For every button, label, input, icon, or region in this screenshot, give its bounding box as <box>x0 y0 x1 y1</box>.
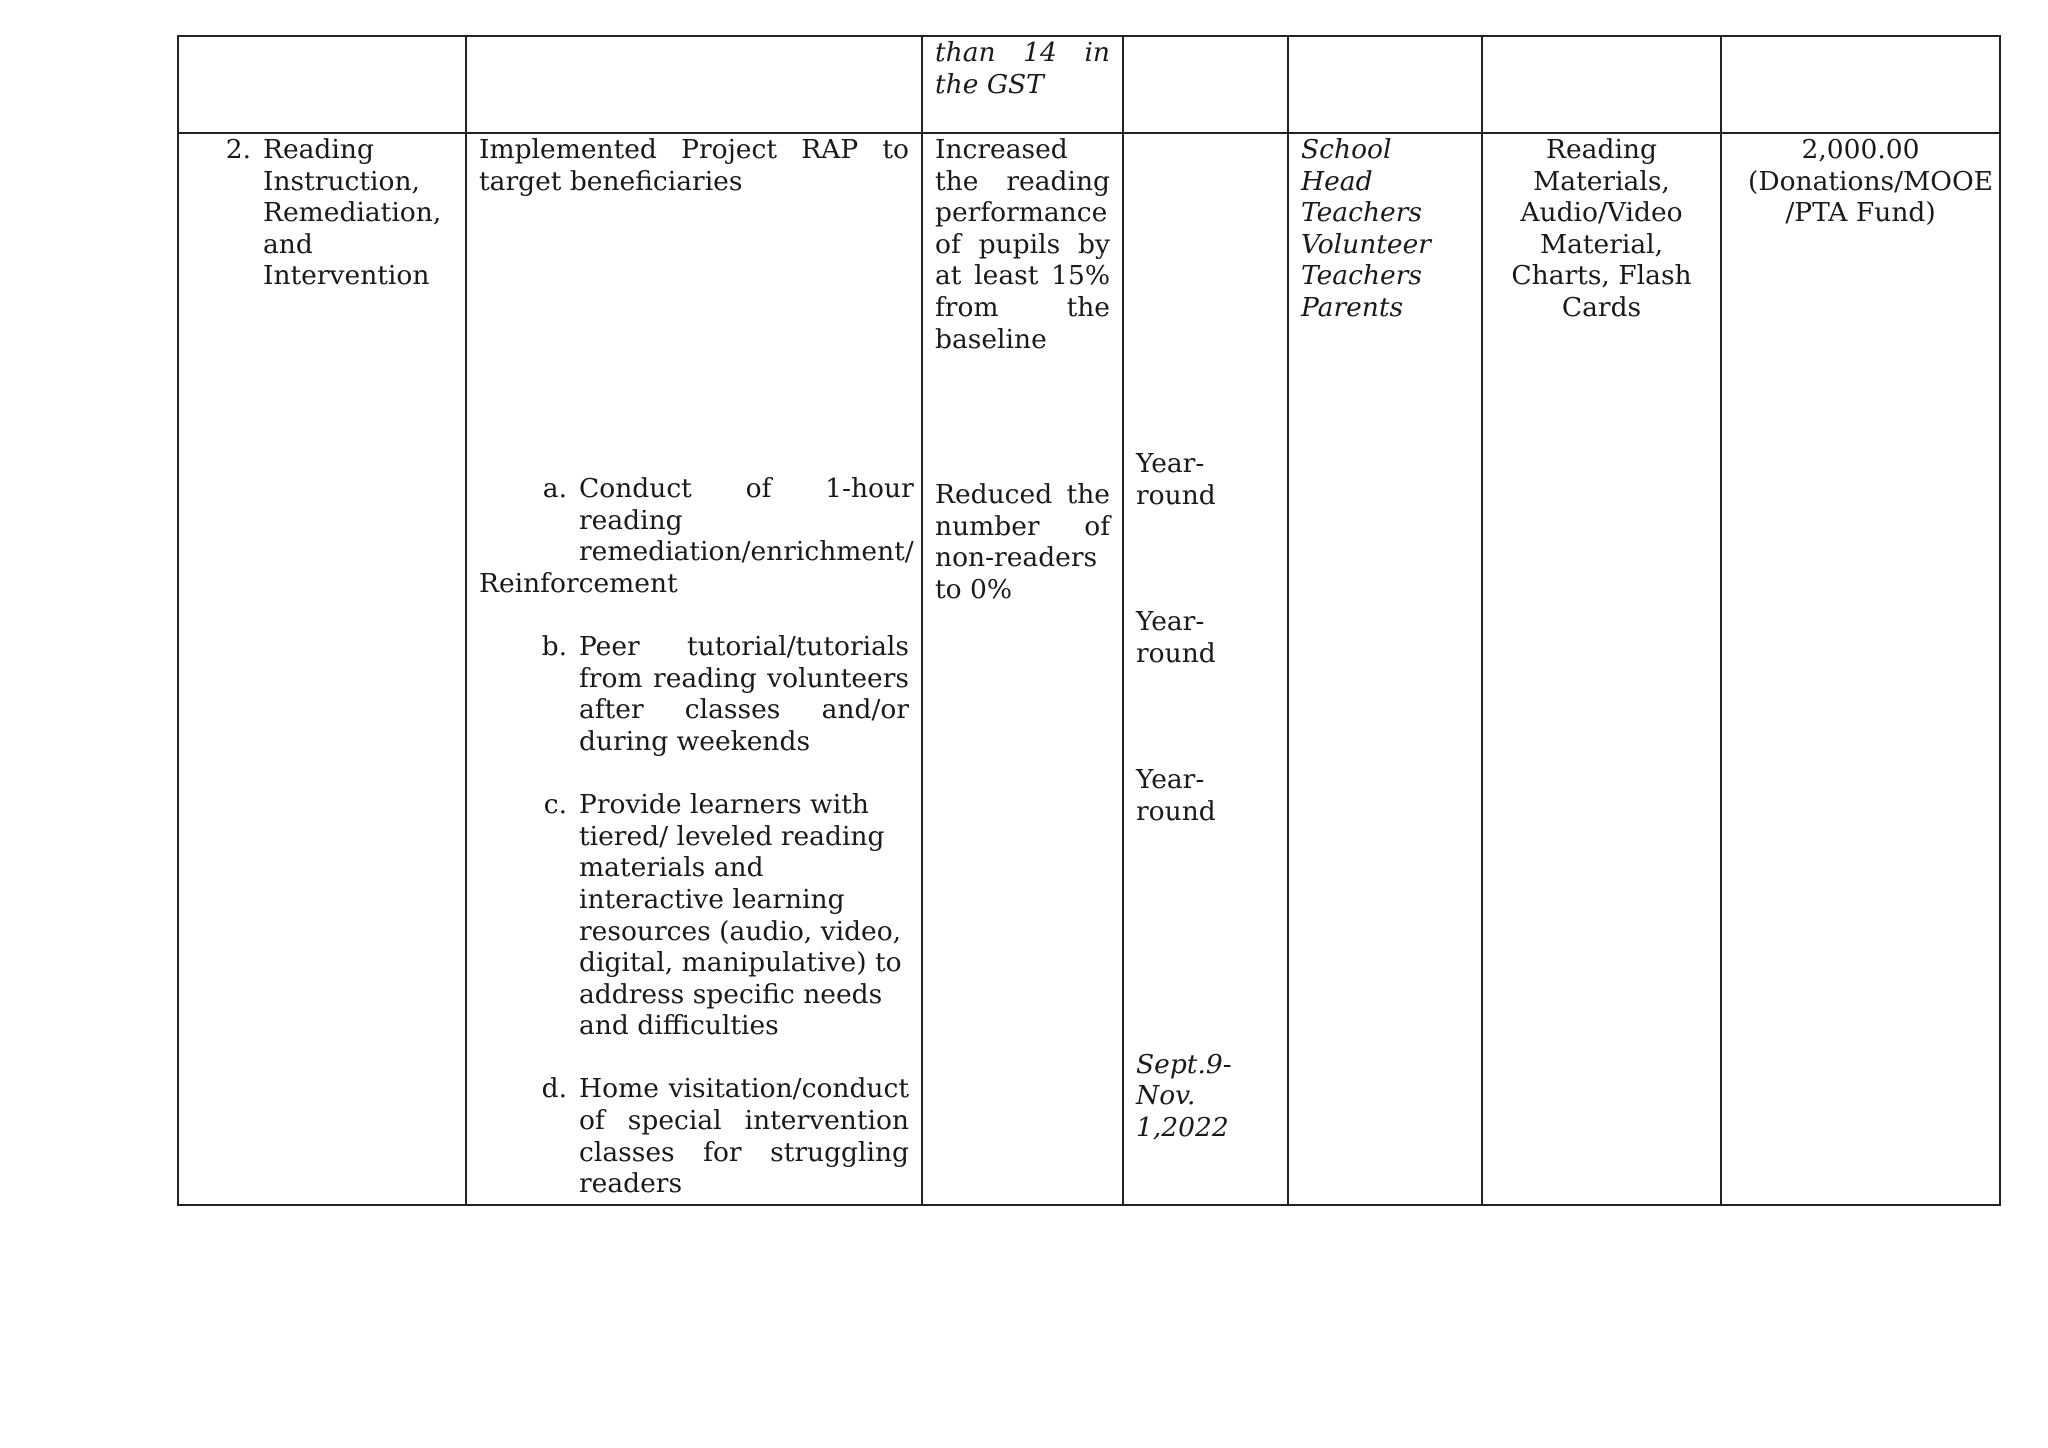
activity-c <box>479 789 909 1042</box>
activity-a <box>479 473 914 599</box>
time-activity-d: Sept.9-Nov. 1,2022 <box>1136 1048 1232 1143</box>
cell-strategies <box>466 133 922 1205</box>
activity-b <box>479 631 909 757</box>
activity-b-text: Peer tutorial/tutorials from reading volunteers after classes and/or during weekends <box>579 631 909 757</box>
area-label: Reading Instruction, Remediation, and Intervention <box>263 134 442 292</box>
activity-c-letter: c. <box>543 789 567 821</box>
resources-text: Reading Materials, Audio/Video Material, Charts, Flash Cards <box>1511 134 1692 323</box>
strategy-main: Implemented Project RAP to target beneficiaries <box>479 134 909 197</box>
activity-b-letter: b. <box>541 631 567 663</box>
activity-a-letter: a. <box>542 473 567 505</box>
cell-target-continued <box>922 36 1123 133</box>
time-activity-a: Year-round <box>1136 448 1216 511</box>
activity-d <box>479 1073 909 1199</box>
person-1: School Head <box>1301 134 1392 197</box>
action-plan-table <box>177 35 2001 1206</box>
area-number: 2. <box>225 134 251 165</box>
budget-amount: 2,000.00 <box>1801 134 1920 165</box>
cell-targets <box>922 133 1123 1205</box>
activity-d-text: Home visitation/conduct of special intervention classes for struggling readers <box>579 1073 909 1200</box>
activity-c-text: Provide learners with tiered/ leveled reading materials and interactive learning resources (audio, video, digital, manipulative) to address specific needs and difficulties <box>579 789 902 1042</box>
time-activity-b: Year-round <box>1136 606 1216 669</box>
budget-source: (Donations/MOOE /PTA Fund) <box>1748 165 1994 229</box>
person-2: Teachers <box>1301 197 1422 229</box>
activity-d-letter: d. <box>541 1073 567 1105</box>
table-row-continued <box>178 36 2000 133</box>
cell-area <box>178 133 466 1205</box>
person-4: Parents <box>1301 291 1404 323</box>
cell-budget <box>1721 133 2000 1205</box>
activity-a-text: Conduct of 1-hour reading remediation/enrichment/ <box>579 473 914 568</box>
target-activity-a: Reduced the number of non-readers to 0% <box>935 479 1110 605</box>
cell-strategy-empty <box>466 36 922 133</box>
person-3: Volunteer Teachers <box>1301 228 1431 292</box>
cell-area-empty <box>178 36 466 133</box>
time-activity-c: Year-round <box>1136 764 1216 827</box>
table-row-reading <box>178 133 2000 1205</box>
target-continued-text: than 14 in the GST <box>935 37 1110 100</box>
cell-budget-empty <box>1721 36 2000 133</box>
target-main: Increased the reading performance of pupils by at least 15% from the baseline <box>935 134 1110 355</box>
cell-time-empty <box>1123 36 1288 133</box>
activity-a-text-tail: Reinforcement <box>479 567 678 599</box>
area-item <box>191 134 453 292</box>
cell-persons-empty <box>1288 36 1482 133</box>
cell-resources-empty <box>1482 36 1721 133</box>
cell-time-frame <box>1123 133 1288 1205</box>
cell-persons <box>1288 133 1482 1205</box>
cell-resources <box>1482 133 1721 1205</box>
